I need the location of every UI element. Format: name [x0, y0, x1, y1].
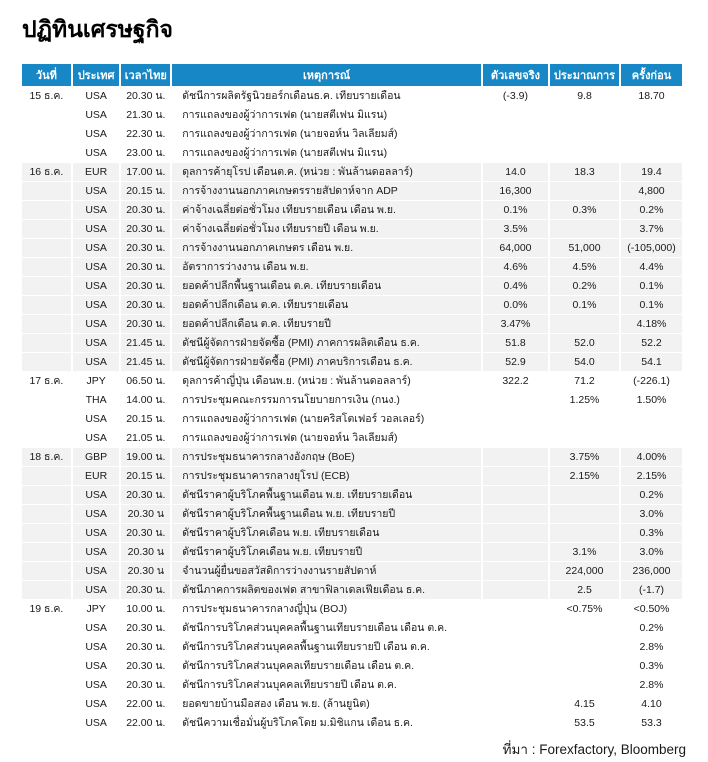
table-row	[22, 163, 682, 181]
cell-country: USA	[73, 258, 120, 276]
cell-country: USA	[73, 87, 120, 105]
cell-date	[22, 638, 71, 656]
cell-event: ยอดขายบ้านมือสอง เดือน พ.ย. (ล้านยูนิต)	[172, 695, 481, 713]
cell-time: 20.15 น.	[121, 410, 170, 428]
table-row	[22, 315, 682, 333]
cell-event: ดัชนีการบริโภคส่วนบุคคลเทียบรายปี เดือน ต.ค.	[172, 676, 481, 694]
cell-actual: 0.0%	[483, 296, 548, 314]
cell-country: USA	[73, 125, 120, 143]
column-header-time: เวลาไทย	[121, 64, 170, 86]
cell-actual: (-3.9)	[483, 87, 548, 105]
cell-date	[22, 543, 71, 561]
cell-time: 20.30 น	[121, 543, 170, 561]
cell-date	[22, 296, 71, 314]
cell-time: 20.30 น.	[121, 524, 170, 542]
cell-forecast: 9.8	[550, 87, 619, 105]
cell-previous: 2.8%	[621, 638, 682, 656]
source-note: ที่มา : Forexfactory, Bloomberg	[502, 742, 686, 757]
cell-forecast: 3.75%	[550, 448, 619, 466]
cell-time: 20.30 น.	[121, 239, 170, 257]
cell-date	[22, 410, 71, 428]
cell-previous: 0.3%	[621, 657, 682, 675]
cell-date: 16 ธ.ค.	[22, 163, 71, 181]
cell-country: USA	[73, 657, 120, 675]
cell-actual: 16,300	[483, 182, 548, 200]
cell-date	[22, 258, 71, 276]
cell-actual	[483, 543, 548, 561]
cell-date	[22, 315, 71, 333]
cell-previous: 2.15%	[621, 467, 682, 485]
cell-date	[22, 524, 71, 542]
cell-forecast	[550, 220, 619, 238]
cell-forecast: 4.15	[550, 695, 619, 713]
table-row	[22, 695, 682, 713]
cell-forecast	[550, 429, 619, 447]
cell-date	[22, 714, 71, 732]
table-row	[22, 486, 682, 504]
cell-event: ยอดค้าปลีกพื้นฐานเดือน ต.ค. เทียบรายเดือน	[172, 277, 481, 295]
cell-country: USA	[73, 638, 120, 656]
cell-country: USA	[73, 581, 120, 599]
cell-previous: 54.1	[621, 353, 682, 371]
column-header-event: เหตุการณ์	[172, 64, 481, 86]
cell-forecast: 224,000	[550, 562, 619, 580]
table-row	[22, 296, 682, 314]
table-row	[22, 448, 682, 466]
cell-forecast	[550, 144, 619, 162]
cell-country: USA	[73, 182, 120, 200]
cell-actual	[483, 125, 548, 143]
cell-actual	[483, 429, 548, 447]
cell-event: การประชุมธนาคารกลางอังกฤษ (BoE)	[172, 448, 481, 466]
cell-forecast: 0.2%	[550, 277, 619, 295]
cell-previous: 4,800	[621, 182, 682, 200]
cell-time: 20.30 น.	[121, 638, 170, 656]
cell-date	[22, 353, 71, 371]
cell-date	[22, 391, 71, 409]
cell-time: 20.30 น.	[121, 277, 170, 295]
cell-country: GBP	[73, 448, 120, 466]
cell-actual	[483, 600, 548, 618]
cell-event: ดุลการค้ายุโรป เดือนต.ค. (หน่วย : พันล้านดอลลาร์)	[172, 163, 481, 181]
cell-forecast	[550, 524, 619, 542]
cell-country: USA	[73, 543, 120, 561]
cell-previous: 0.2%	[621, 201, 682, 219]
cell-event: ดัชนีราคาผู้บริโภคพื้นฐานเดือน พ.ย. เทียบรายเดือน	[172, 486, 481, 504]
cell-previous: 0.1%	[621, 296, 682, 314]
cell-country: USA	[73, 277, 120, 295]
cell-date	[22, 695, 71, 713]
cell-forecast: 4.5%	[550, 258, 619, 276]
cell-previous: 0.2%	[621, 486, 682, 504]
cell-forecast	[550, 619, 619, 637]
cell-time: 20.30 น.	[121, 676, 170, 694]
table-row	[22, 258, 682, 276]
cell-date	[22, 657, 71, 675]
cell-forecast	[550, 106, 619, 124]
table-row	[22, 239, 682, 257]
cell-country: USA	[73, 410, 120, 428]
column-header-country: ประเทศ	[73, 64, 120, 86]
cell-event: ยอดค้าปลีกเดือน ต.ค. เทียบรายเดือน	[172, 296, 481, 314]
cell-event: ดัชนีราคาผู้บริโภคเดือน พ.ย. เทียบรายเดือน	[172, 524, 481, 542]
cell-previous	[621, 410, 682, 428]
cell-event: ดัชนีผู้จัดการฝ่ายจัดซื้อ (PMI) ภาคบริการเดือน ธ.ค.	[172, 353, 481, 371]
cell-actual	[483, 619, 548, 637]
cell-time: 20.15 น.	[121, 182, 170, 200]
cell-event: ดัชนีความเชื่อมั่นผู้บริโภคโดย ม.มิชิแกน เดือน ธ.ค.	[172, 714, 481, 732]
cell-forecast: 53.5	[550, 714, 619, 732]
cell-actual: 14.0	[483, 163, 548, 181]
cell-time: 20.30 น.	[121, 220, 170, 238]
cell-country: USA	[73, 505, 120, 523]
cell-previous: (-1.7)	[621, 581, 682, 599]
cell-country: USA	[73, 353, 120, 371]
table-row	[22, 277, 682, 295]
cell-actual	[483, 562, 548, 580]
table-row	[22, 638, 682, 656]
table-row	[22, 220, 682, 238]
cell-forecast: <0.75%	[550, 600, 619, 618]
cell-date	[22, 581, 71, 599]
cell-event: ยอดค้าปลีกเดือน ต.ค. เทียบรายปี	[172, 315, 481, 333]
column-header-previous: ครั้งก่อน	[621, 64, 682, 86]
cell-country: USA	[73, 714, 120, 732]
cell-previous	[621, 125, 682, 143]
cell-country: USA	[73, 486, 120, 504]
column-header-forecast: ประมาณการ	[550, 64, 619, 86]
cell-country: USA	[73, 315, 120, 333]
cell-date	[22, 619, 71, 637]
cell-event: ดัชนีภาคการผลิตของเฟด สาขาฟิลาเดลเฟียเดือน ธ.ค.	[172, 581, 481, 599]
cell-actual: 0.1%	[483, 201, 548, 219]
cell-event: ดัชนีราคาผู้บริโภคพื้นฐานเดือน พ.ย. เทียบรายปี	[172, 505, 481, 523]
table-row	[22, 543, 682, 561]
cell-actual: 3.47%	[483, 315, 548, 333]
cell-time: 21.05 น.	[121, 429, 170, 447]
cell-previous: 4.00%	[621, 448, 682, 466]
cell-actual	[483, 524, 548, 542]
cell-event: การแถลงของผู้ว่าการเฟด (นายคริสโตเฟอร์ วอลเลอร์)	[172, 410, 481, 428]
cell-country: JPY	[73, 372, 120, 390]
table-row	[22, 714, 682, 732]
cell-previous: 4.10	[621, 695, 682, 713]
cell-time: 10.00 น.	[121, 600, 170, 618]
table-row	[22, 372, 682, 390]
cell-time: 20.30 น	[121, 562, 170, 580]
cell-date	[22, 505, 71, 523]
cell-actual	[483, 581, 548, 599]
cell-actual: 322.2	[483, 372, 548, 390]
cell-forecast: 1.25%	[550, 391, 619, 409]
cell-country: JPY	[73, 600, 120, 618]
cell-time: 17.00 น.	[121, 163, 170, 181]
cell-time: 20.30 น.	[121, 486, 170, 504]
table-row	[22, 562, 682, 580]
cell-previous	[621, 144, 682, 162]
cell-forecast	[550, 486, 619, 504]
cell-time: 21.45 น.	[121, 334, 170, 352]
cell-date	[22, 239, 71, 257]
table-row	[22, 201, 682, 219]
cell-time: 20.30 น.	[121, 201, 170, 219]
cell-event: ค่าจ้างเฉลี่ยต่อชั่วโมง เทียบรายเดือน เดือน พ.ย.	[172, 201, 481, 219]
cell-date: 19 ธ.ค.	[22, 600, 71, 618]
cell-time: 20.15 น.	[121, 467, 170, 485]
cell-date: 17 ธ.ค.	[22, 372, 71, 390]
cell-forecast: 3.1%	[550, 543, 619, 561]
cell-event: ดัชนีการบริโภคส่วนบุคคลเทียบรายเดือน เดือน ต.ค.	[172, 657, 481, 675]
cell-time: 06.50 น.	[121, 372, 170, 390]
cell-date	[22, 429, 71, 447]
cell-previous: 1.50%	[621, 391, 682, 409]
cell-date	[22, 486, 71, 504]
cell-event: การแถลงของผู้ว่าการเฟด (นายสตีเฟน มิแรน)	[172, 144, 481, 162]
cell-forecast	[550, 676, 619, 694]
cell-forecast	[550, 182, 619, 200]
table-row	[22, 334, 682, 352]
cell-date	[22, 277, 71, 295]
cell-time: 22.00 น.	[121, 714, 170, 732]
cell-time: 20.30 น.	[121, 657, 170, 675]
cell-forecast: 71.2	[550, 372, 619, 390]
cell-date	[22, 334, 71, 352]
cell-country: USA	[73, 144, 120, 162]
cell-actual	[483, 505, 548, 523]
cell-date	[22, 676, 71, 694]
cell-previous: 2.8%	[621, 676, 682, 694]
cell-date	[22, 467, 71, 485]
cell-forecast: 2.15%	[550, 467, 619, 485]
table-row	[22, 581, 682, 599]
cell-previous: 236,000	[621, 562, 682, 580]
calendar-body	[22, 87, 682, 732]
cell-actual	[483, 676, 548, 694]
cell-time: 21.30 น.	[121, 106, 170, 124]
cell-forecast	[550, 505, 619, 523]
cell-time: 21.45 น.	[121, 353, 170, 371]
cell-actual	[483, 486, 548, 504]
cell-time: 20.30 น.	[121, 87, 170, 105]
cell-actual: 52.9	[483, 353, 548, 371]
cell-date	[22, 562, 71, 580]
cell-time: 14.00 น.	[121, 391, 170, 409]
cell-forecast: 54.0	[550, 353, 619, 371]
cell-event: การประชุมคณะกรรมการนโยบายการเงิน (กนง.)	[172, 391, 481, 409]
cell-previous: 53.3	[621, 714, 682, 732]
cell-date	[22, 125, 71, 143]
cell-previous: (-226.1)	[621, 372, 682, 390]
cell-country: USA	[73, 201, 120, 219]
cell-actual: 3.5%	[483, 220, 548, 238]
cell-country: USA	[73, 524, 120, 542]
cell-country: USA	[73, 695, 120, 713]
cell-country: USA	[73, 220, 120, 238]
page-title: ปฏิทินเศรษฐกิจ	[22, 16, 173, 42]
cell-country: EUR	[73, 163, 120, 181]
cell-event: ดัชนีผู้จัดการฝ่ายจัดซื้อ (PMI) ภาคการผลิตเดือน ธ.ค.	[172, 334, 481, 352]
table-row	[22, 524, 682, 542]
cell-event: การแถลงของผู้ว่าการเฟด (นายสตีเฟน มิแรน)	[172, 106, 481, 124]
cell-time: 20.30 น.	[121, 619, 170, 637]
economic-calendar-table	[20, 63, 684, 733]
cell-time: 20.30 น.	[121, 581, 170, 599]
cell-country: USA	[73, 429, 120, 447]
cell-previous: (-105,000)	[621, 239, 682, 257]
cell-event: การจ้างงานนอกภาคเกษตรรายสัปดาห์จาก ADP	[172, 182, 481, 200]
cell-actual	[483, 638, 548, 656]
cell-event: การแถลงของผู้ว่าการเฟด (นายจอห์น วิลเลียมส์)	[172, 125, 481, 143]
table-row	[22, 676, 682, 694]
cell-event: จำนวนผู้ยื่นขอสวัสดิการว่างงานรายสัปดาห์	[172, 562, 481, 580]
cell-actual	[483, 695, 548, 713]
cell-actual	[483, 467, 548, 485]
cell-forecast	[550, 315, 619, 333]
column-header-actual: ตัวเลขจริง	[483, 64, 548, 86]
cell-forecast: 0.1%	[550, 296, 619, 314]
table-row	[22, 600, 682, 618]
cell-event: ดัชนีการบริโภคส่วนบุคคลพื้นฐานเทียบรายเดือน เดือน ต.ค.	[172, 619, 481, 637]
cell-actual	[483, 714, 548, 732]
table-row	[22, 125, 682, 143]
cell-country: USA	[73, 562, 120, 580]
cell-time: 23.00 น.	[121, 144, 170, 162]
cell-date	[22, 182, 71, 200]
cell-forecast	[550, 657, 619, 675]
cell-country: USA	[73, 676, 120, 694]
cell-actual	[483, 106, 548, 124]
table-row	[22, 410, 682, 428]
cell-previous: 19.4	[621, 163, 682, 181]
cell-forecast	[550, 125, 619, 143]
cell-actual	[483, 410, 548, 428]
cell-previous: 18.70	[621, 87, 682, 105]
cell-date	[22, 144, 71, 162]
table-row	[22, 144, 682, 162]
table-row	[22, 657, 682, 675]
table-row	[22, 87, 682, 105]
cell-time: 22.00 น.	[121, 695, 170, 713]
table-row	[22, 619, 682, 637]
cell-event: อัตราการว่างงาน เดือน พ.ย.	[172, 258, 481, 276]
cell-previous: 3.7%	[621, 220, 682, 238]
table-header	[22, 64, 682, 86]
cell-date: 18 ธ.ค.	[22, 448, 71, 466]
table-row	[22, 505, 682, 523]
cell-actual: 51.8	[483, 334, 548, 352]
cell-date: 15 ธ.ค.	[22, 87, 71, 105]
cell-event: การประชุมธนาคารกลางญี่ปุ่น (BOJ)	[172, 600, 481, 618]
cell-country: EUR	[73, 467, 120, 485]
cell-actual	[483, 657, 548, 675]
cell-actual: 0.4%	[483, 277, 548, 295]
cell-event: ดัชนีการผลิตรัฐนิวยอร์กเดือนธ.ค. เทียบรายเดือน	[172, 87, 481, 105]
cell-actual	[483, 448, 548, 466]
cell-previous: 0.3%	[621, 524, 682, 542]
table-row	[22, 391, 682, 409]
cell-date	[22, 201, 71, 219]
cell-event: ดัชนีราคาผู้บริโภคเดือน พ.ย. เทียบรายปี	[172, 543, 481, 561]
cell-event: การประชุมธนาคารกลางยุโรป (ECB)	[172, 467, 481, 485]
cell-time: 20.30 น.	[121, 315, 170, 333]
cell-country: USA	[73, 296, 120, 314]
cell-previous: 0.2%	[621, 619, 682, 637]
cell-country: THA	[73, 391, 120, 409]
cell-forecast: 2.5	[550, 581, 619, 599]
cell-forecast	[550, 638, 619, 656]
cell-country: USA	[73, 334, 120, 352]
cell-forecast: 18.3	[550, 163, 619, 181]
cell-actual: 4.6%	[483, 258, 548, 276]
cell-actual: 64,000	[483, 239, 548, 257]
cell-time: 19.00 น.	[121, 448, 170, 466]
table-row	[22, 467, 682, 485]
cell-previous: 4.18%	[621, 315, 682, 333]
cell-time: 20.30 น	[121, 505, 170, 523]
cell-actual	[483, 391, 548, 409]
cell-country: USA	[73, 106, 120, 124]
cell-forecast: 51,000	[550, 239, 619, 257]
cell-previous	[621, 429, 682, 447]
cell-previous: <0.50%	[621, 600, 682, 618]
cell-date	[22, 220, 71, 238]
cell-event: ค่าจ้างเฉลี่ยต่อชั่วโมง เทียบรายปี เดือน พ.ย.	[172, 220, 481, 238]
cell-forecast: 52.0	[550, 334, 619, 352]
table-row	[22, 353, 682, 371]
cell-event: การแถลงของผู้ว่าการเฟด (นายจอห์น วิลเลียมส์)	[172, 429, 481, 447]
cell-time: 20.30 น.	[121, 296, 170, 314]
column-header-date: วันที่	[22, 64, 71, 86]
table-row	[22, 182, 682, 200]
cell-previous	[621, 106, 682, 124]
cell-previous: 3.0%	[621, 543, 682, 561]
table-row	[22, 429, 682, 447]
cell-event: การจ้างงานนอกภาคเกษตร เดือน พ.ย.	[172, 239, 481, 257]
cell-country: USA	[73, 239, 120, 257]
cell-actual	[483, 144, 548, 162]
cell-event: ดุลการค้าญี่ปุ่น เดือนพ.ย. (หน่วย : พันล้านดอลลาร์)	[172, 372, 481, 390]
cell-time: 20.30 น.	[121, 258, 170, 276]
cell-date	[22, 106, 71, 124]
cell-previous: 52.2	[621, 334, 682, 352]
cell-forecast	[550, 410, 619, 428]
cell-previous: 3.0%	[621, 505, 682, 523]
cell-time: 22.30 น.	[121, 125, 170, 143]
table-row	[22, 106, 682, 124]
cell-country: USA	[73, 619, 120, 637]
cell-previous: 0.1%	[621, 277, 682, 295]
cell-event: ดัชนีการบริโภคส่วนบุคคลพื้นฐานเทียบรายปี เดือน ต.ค.	[172, 638, 481, 656]
cell-previous: 4.4%	[621, 258, 682, 276]
cell-forecast: 0.3%	[550, 201, 619, 219]
